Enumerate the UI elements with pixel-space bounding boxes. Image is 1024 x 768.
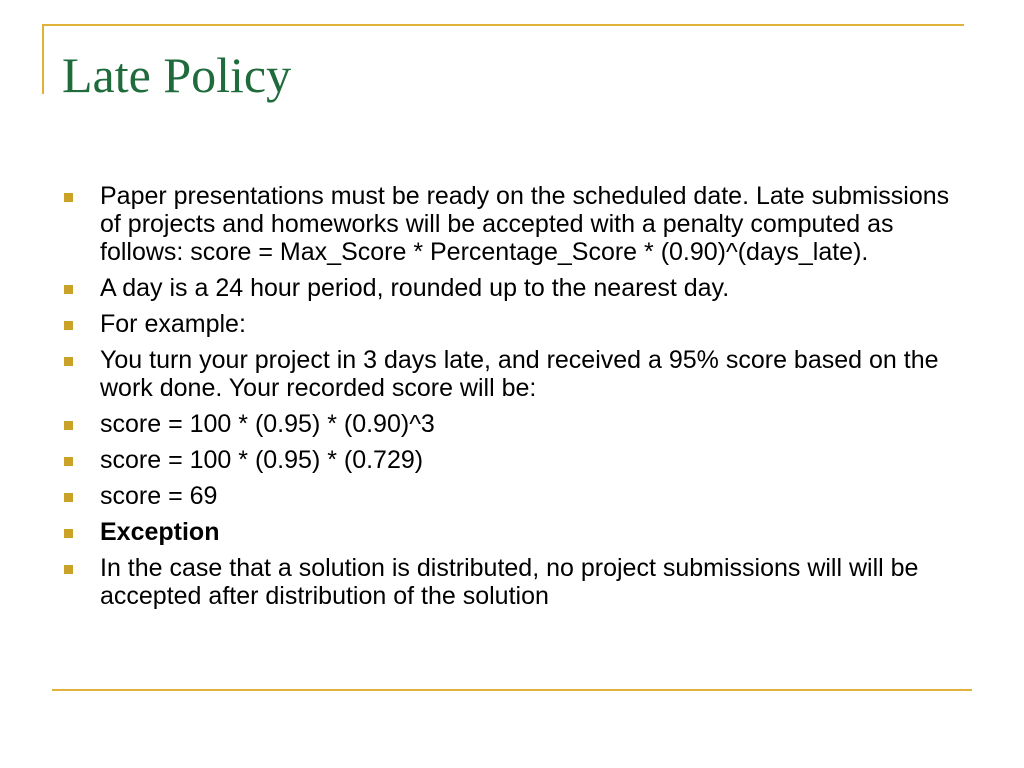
bullet-text: For example: [100, 310, 246, 338]
bullet-text: score = 69 [100, 482, 218, 510]
slide-title: Late Policy [62, 47, 292, 103]
bullet-item [58, 554, 958, 610]
square-bullet-icon [64, 357, 73, 366]
square-bullet-icon [64, 285, 73, 294]
square-bullet-icon [64, 421, 73, 430]
bullet-text: You turn your project in 3 days late, and received a 95% score based on the work done. Your recorded score will be: [100, 346, 939, 402]
bullet-item [58, 274, 958, 302]
bullet-text: score = 100 * (0.95) * (0.729) [100, 446, 424, 474]
bullet-text: score = 100 * (0.95) * (0.90)^3 [100, 410, 435, 438]
square-bullet-icon [64, 565, 73, 574]
square-bullet-icon [64, 321, 73, 330]
square-bullet-icon [64, 193, 73, 202]
bullet-item [58, 482, 958, 510]
square-bullet-icon [64, 529, 73, 538]
bullet-list [58, 182, 958, 618]
bullet-item [58, 410, 958, 438]
bullet-text: A day is a 24 hour period, rounded up to the nearest day. [100, 274, 730, 302]
bullet-item [58, 518, 958, 546]
bullet-text: Paper presentations must be ready on the scheduled date. Late submissions of projects and homeworks will be accepted with a penalty computed as follows: score = Max_Score * Percentage_Score * (0.90)^(days_late). [100, 182, 950, 266]
square-bullet-icon [64, 493, 73, 502]
square-bullet-icon [64, 457, 73, 466]
bullet-item [58, 310, 958, 338]
frame-bottom-rule [52, 689, 972, 691]
bullet-item [58, 346, 958, 402]
frame-top-rule [42, 24, 964, 26]
bullet-item [58, 182, 958, 266]
frame-left-rule [42, 24, 44, 94]
bullet-text: In the case that a solution is distributed, no project submissions will will be accepted after distribution of the solution [100, 554, 919, 610]
bullet-item [58, 446, 958, 474]
bullet-text: Exception [100, 518, 220, 546]
